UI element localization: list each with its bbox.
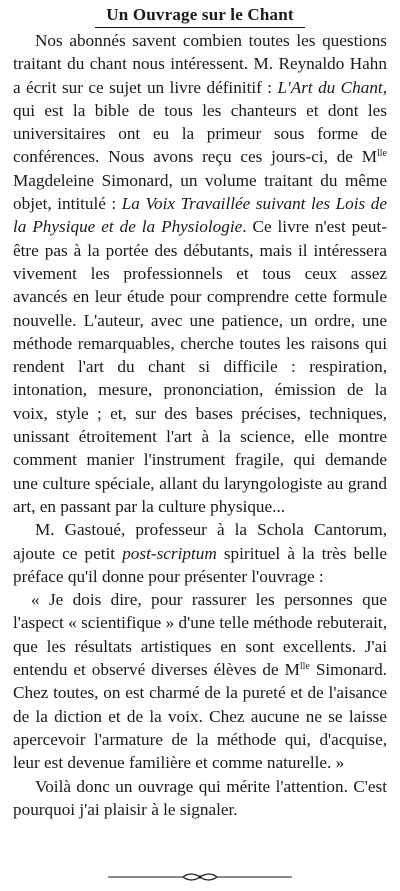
paragraph-3-quote bbox=[13, 588, 387, 774]
post-scriptum-term: post-scriptum bbox=[122, 543, 217, 563]
paragraph-1-text-a: Nos abonnés savent combien toutes les questions traitant du chant nous intéressent. M. Reynaldo Hahn a écrit sur ce sujet un livre définitif : bbox=[13, 31, 387, 97]
article bbox=[13, 4, 387, 887]
book-title-la-voix-travaillee: La Voix Travaillée suivant les Lois de la Physique et de la Physiologie bbox=[13, 194, 387, 237]
paragraph-4: Voilà donc un ouvrage qui mérite l'attention. C'est pourquoi j'ai plaisir à le signaler. bbox=[13, 776, 387, 819]
paragraph-2-text-a: M. Gastoué, professeur à la Schola Cantorum, ajoute ce petit bbox=[13, 520, 387, 563]
paragraph-1-text-b: , qui est la bible de tous les chanteurs et dont les universitaires ont eu la primeur sous forme de conférences. Nous avons reçu ces jours-ci, de M bbox=[13, 77, 388, 167]
paragraph-1 bbox=[13, 29, 387, 518]
book-title-art-du-chant: L'Art du Chant bbox=[277, 77, 383, 97]
honorific-superscript: lle bbox=[377, 148, 387, 160]
rule-ornament-icon bbox=[13, 871, 387, 883]
paragraph-2 bbox=[13, 518, 387, 588]
footer-ornament bbox=[13, 871, 387, 883]
paragraph-1-text-c: Magdeleine Simonard, un volume traitant du même objet, intitulé : bbox=[13, 170, 387, 214]
article-title: Un Ouvrage sur le Chant bbox=[106, 5, 294, 24]
title-underline bbox=[95, 27, 305, 28]
paragraph-3-text-b: Simonard. Chez toutes, on est charmé de la pureté et de l'aisance de la diction et de la voix. Chez aucune ne se laisse apercevoir l'armature de la méthode qui, d'acquise, leur est devenue familière et comme naturelle. » bbox=[13, 660, 387, 773]
honorific-superscript-2: lle bbox=[299, 661, 310, 673]
paragraph-1-text-d: . Ce livre n'est peut-être pas à la portée des débutants, mais il intéressera vivement les professionnels et tous ceux assez avancés en leur étude pour comprendre cette formule nouvelle. L'auteur, avec une patience, un ordre, une méthode remarquables, cherche toutes les raisons qui rendent l'art du chant si difficile : respiration, intonation, mesure, prononciation, émission de la voix, style ; et, sur des bases précises, techniques, unissant étroitement l'art à la science, elle montre comment manier l'instrument fragile, qui demande une culture spéciale, allant du laryngologiste au grand art, en passant par la culture physique... bbox=[13, 217, 387, 516]
paragraph-3-text-a: « Je dois dire, pour rassurer les personnes que l'aspect « scientifique » d'une telle méthode rebuterait, que les résultats artistiques en sont excellents. J'ai entendu et observé diverses élèves de M bbox=[13, 590, 387, 680]
paragraph-2-text-b: spirituel à la très belle préface qu'il donne pour présenter l'ouvrage : bbox=[13, 543, 387, 586]
